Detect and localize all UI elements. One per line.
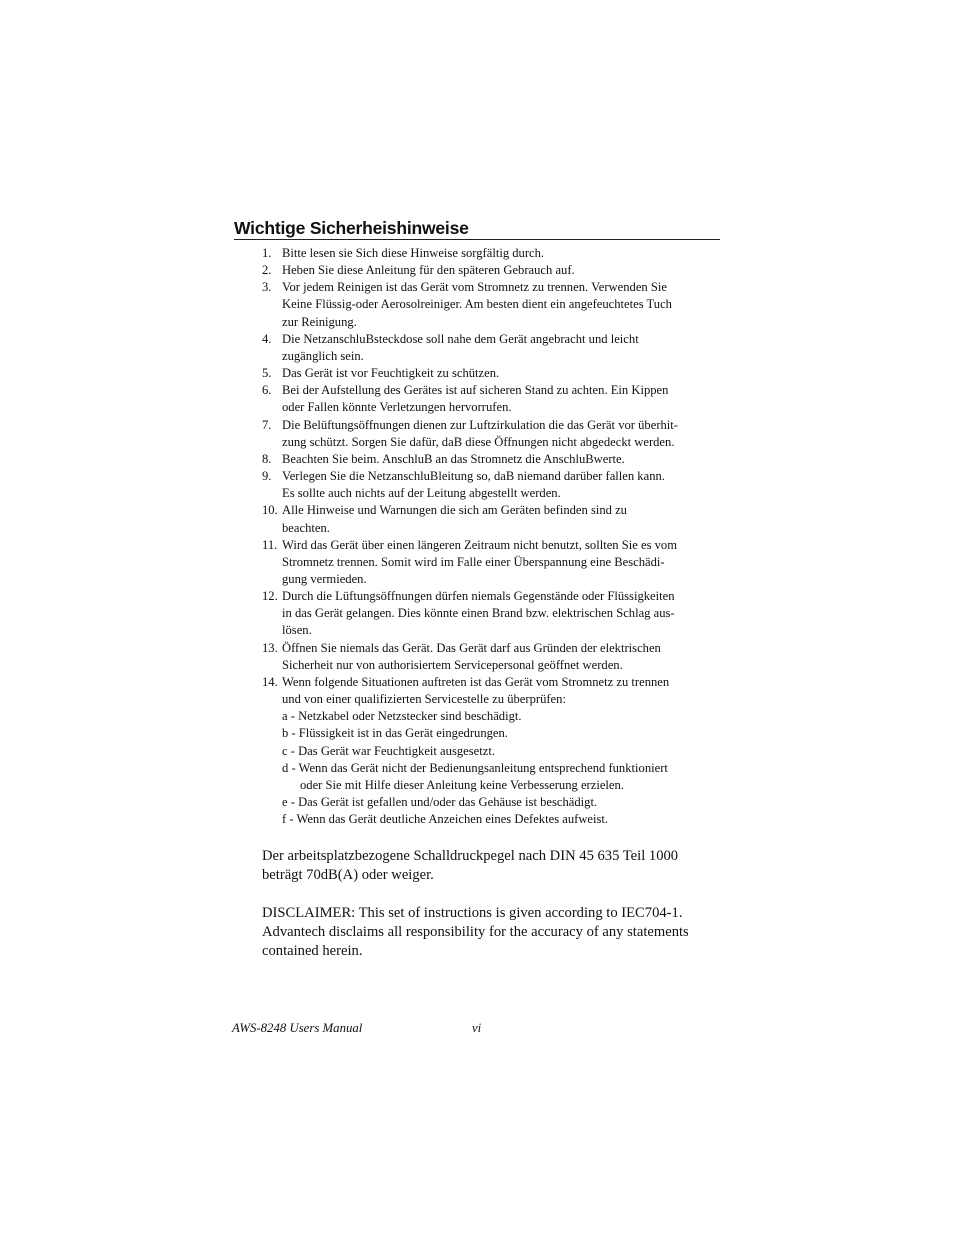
list-item [234,382,724,416]
item-text: Vor jedem Reinigen ist das Gerät vom Stromnetz zu trennen. Verwenden Sie [282,280,667,295]
item-number: 12. [262,589,278,604]
sub-item: d - Wenn das Gerät nicht der Bedienungsanleitung entsprechend funktioniert [282,760,668,775]
item-text: Beachten Sie beim. AnschluB an das Stromnetz die AnschluBwerte. [282,451,625,466]
list-item [234,640,724,674]
item-number: 5. [262,366,272,381]
paragraph-line: contained herein. [262,943,363,959]
section-heading: Wichtige Sicherheishinweise [234,218,720,240]
item-text: Durch die Lüftungsöffnungen dürfen niemals Gegenstände oder Flüssigkeiten [282,589,675,604]
list-item [234,537,724,588]
item-text: Wenn folgende Situationen auftreten ist das Gerät vom Stromnetz zu trennen [282,674,670,689]
list-item [234,674,724,828]
list-item [234,331,724,365]
item-text: Wird das Gerät über einen längeren Zeitraum nicht benutzt, sollten Sie es vom [282,537,678,552]
item-text: Die NetzanschluBsteckdose soll nahe dem Gerät angebracht und leicht [282,331,639,346]
item-text: Sicherheit nur von authorisiertem Servicepersonal geöffnet werden. [282,657,623,672]
item-text: zugänglich sein. [282,348,364,363]
sub-item: a - Netzkabel oder Netzstecker sind beschädigt. [282,709,522,724]
sub-item: e - Das Gerät ist gefallen und/oder das Gehäuse ist beschädigt. [282,795,598,809]
list-item [234,451,724,468]
footer-manual-title: AWS-8248 Users Manual [232,1021,363,1035]
paragraph-line: beträgt 70dB(A) oder weiger. [262,867,434,883]
item-text: in das Gerät gelangen. Dies könnte einen Brand bzw. elektrischen Schlag aus- [282,606,675,621]
list-item [234,279,724,330]
sub-item: f - Wenn das Gerät deutliche Anzeichen eines Defektes aufweist. [282,812,609,827]
item-text: oder Fallen könnte Verletzungen hervorrufen. [282,400,512,415]
item-text: Bitte lesen sie Sich diese Hinweise sorgfältig durch. [282,246,545,260]
sub-item-continuation: oder Sie mit Hilfe dieser Anleitung keine Verbesserung erzielen. [300,777,624,792]
item-text: und von einer qualifizierten Servicestelle zu überprüfen: [282,692,566,707]
item-text: Es sollte auch nichts auf der Leitung abgestellt werden. [282,486,561,501]
item-number: 14. [262,674,278,689]
item-text: beachten. [282,520,330,535]
noise-level-paragraph [262,847,732,885]
item-text: Das Gerät ist vor Feuchtigkeit zu schützen. [282,366,500,381]
item-text: Öffnen Sie niemals das Gerät. Das Gerät darf aus Gründen der elektrischen [282,640,661,655]
paragraph-line: DISCLAIMER: This set of instructions is given according to IEC704-1. [262,905,683,921]
paragraph-line: Advantech disclaims all responsibility for the accuracy of any statements [262,924,689,940]
item-number: 1. [262,246,272,260]
safety-instructions-list [234,245,724,828]
item-text: Keine Flüssig-oder Aerosolreiniger. Am besten dient ein angefeuchtetes Tuch [282,297,672,312]
item-text: Bei der Aufstellung des Gerätes ist auf sicheren Stand zu achten. Ein Kippen [282,383,669,398]
list-item [234,588,724,639]
item-number: 7. [262,417,272,432]
item-number: 2. [262,263,272,278]
item-number: 8. [262,451,272,466]
item-number: 11. [262,537,278,552]
sub-item: c - Das Gerät war Feuchtigkeit ausgesetzt. [282,743,495,758]
item-number: 9. [262,469,272,484]
item-number: 13. [262,640,278,655]
item-text: Stromnetz trennen. Somit wird im Falle einer Überspannung eine Beschädi- [282,554,665,569]
list-item [234,245,724,262]
item-text: Verlegen Sie die NetzanschluBleitung so, daB niemand darüber fallen kann. [282,469,665,484]
item-text: Heben Sie diese Anleitung für den späteren Gebrauch auf. [282,263,575,278]
footer-page-number: vi [472,1021,482,1035]
item-text: lösen. [282,623,312,638]
list-item [234,468,724,502]
item-text: Die Belüftungsöffnungen dienen zur Luftzirkulation die das Gerät vor überhit- [282,417,679,432]
disclaimer-paragraph [262,904,732,961]
list-item [234,417,724,451]
item-text: zung schützt. Sorgen Sie dafür, daB diese Öffnungen nicht abgedeckt werden. [282,434,675,449]
item-text: Alle Hinweise und Warnungen die sich am Geräten befinden sind zu [282,503,627,518]
list-item [234,502,724,536]
sub-item: b - Flüssigkeit ist in das Gerät eingedrungen. [282,726,508,741]
item-number: 10. [262,503,278,518]
item-text: gung vermieden. [282,571,367,586]
item-number: 3. [262,280,272,295]
item-number: 6. [262,383,272,398]
item-text: zur Reinigung. [282,314,357,329]
list-item [234,365,724,382]
paragraph-line: Der arbeitsplatzbezogene Schalldruckpegel nach DIN 45 635 Teil 1000 [262,848,679,864]
list-item [234,262,724,279]
item-number: 4. [262,331,272,346]
